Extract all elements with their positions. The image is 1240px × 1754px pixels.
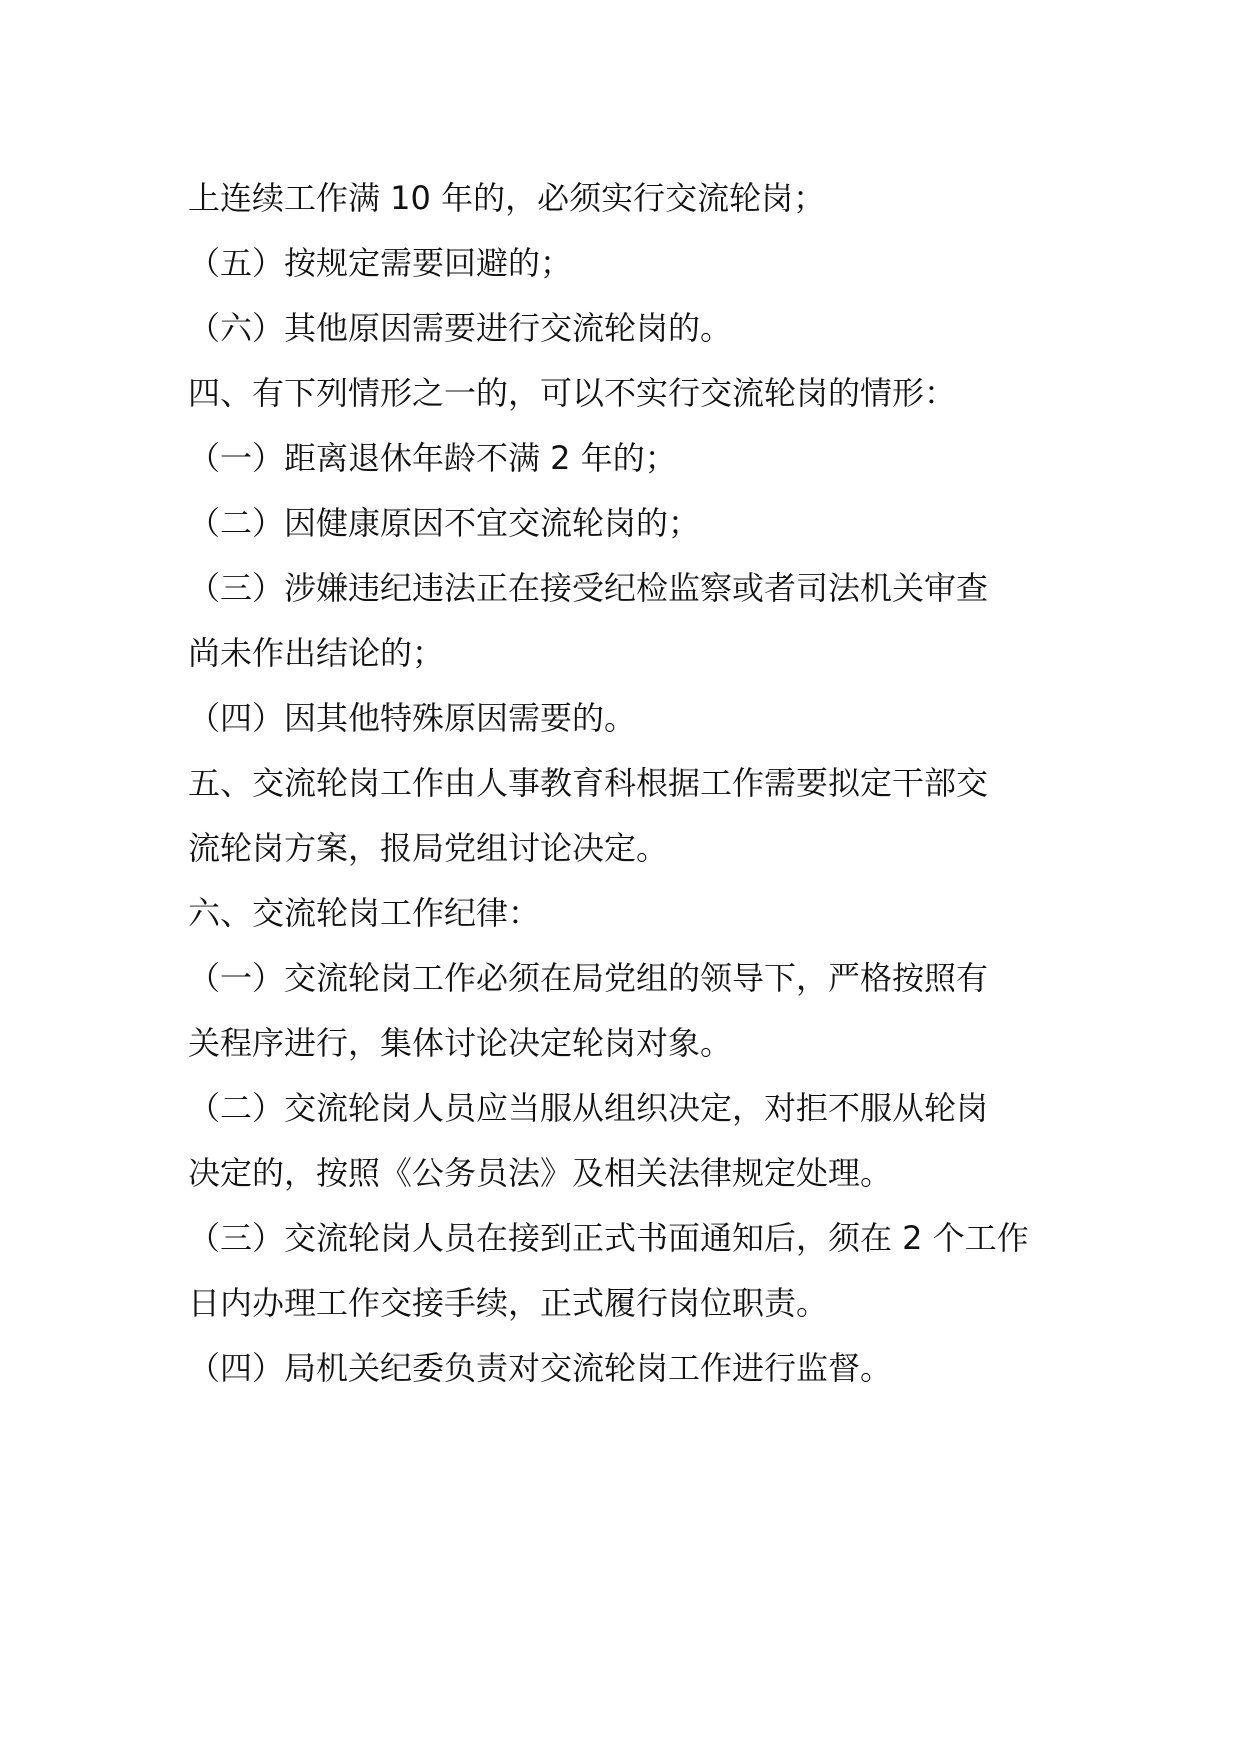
text-line: 尚未作出结论的； — [188, 634, 445, 672]
text-line: 上连续工作满 10 年的，必须实行交流轮岗； — [188, 179, 826, 217]
section-heading: 四、有下列情形之一的，可以不实行交流轮岗的情形： — [188, 374, 957, 412]
text-line: （四）因其他特殊原因需要的。 — [188, 699, 637, 737]
text-line: （六）其他原因需要进行交流轮岗的。 — [188, 309, 733, 347]
document-body — [188, 166, 1068, 1401]
text-line: （二）因健康原因不宜交流轮岗的； — [188, 504, 701, 542]
text-line: （三）涉嫌违纪违法正在接受纪检监察或者司法机关审查 — [188, 569, 989, 607]
text-line: 关程序进行，集体讨论决定轮岗对象。 — [188, 1024, 733, 1062]
text-line: （四）局机关纪委负责对交流轮岗工作进行监督。 — [188, 1349, 893, 1387]
text-line: 流轮岗方案，报局党组讨论决定。 — [188, 829, 669, 867]
text-line: 日内办理工作交接手续，正式履行岗位职责。 — [188, 1284, 829, 1322]
text-line: （三）交流轮岗人员在接到正式书面通知后，须在 2 个工作 — [188, 1219, 1029, 1257]
text-line: （二）交流轮岗人员应当服从组织决定，对拒不服从轮岗 — [188, 1089, 989, 1127]
section-heading: 五、交流轮岗工作由人事教育科根据工作需要拟定干部交 — [188, 764, 989, 802]
text-line: （一）距离退休年龄不满 2 年的； — [188, 439, 677, 477]
text-line: 决定的，按照《公务员法》及相关法律规定处理。 — [188, 1154, 893, 1192]
text-line: （一）交流轮岗工作必须在局党组的领导下，严格按照有 — [188, 959, 989, 997]
text-line: （五）按规定需要回避的； — [188, 244, 573, 282]
section-heading: 六、交流轮岗工作纪律： — [188, 894, 541, 932]
